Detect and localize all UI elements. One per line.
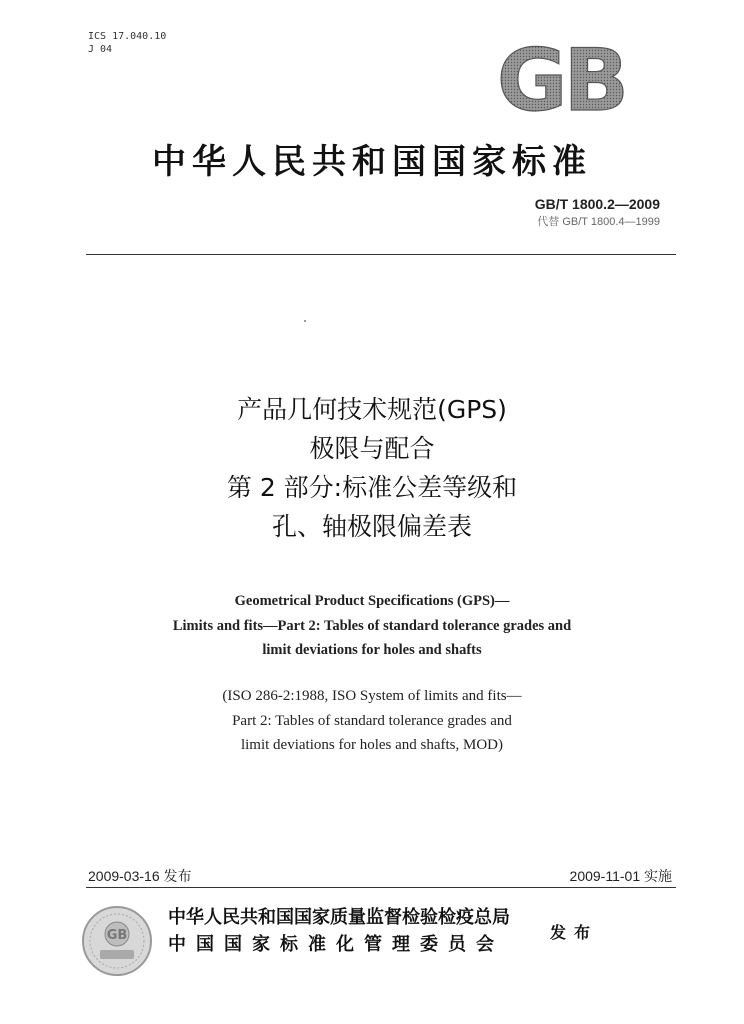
english-title-line: limit deviations for holes and shafts — [262, 642, 482, 658]
seal-text: GB — [106, 928, 128, 943]
chinese-title-line: 产品几何技术规范(GPS) — [237, 395, 507, 424]
ccs-code: J 04 — [88, 44, 113, 55]
chinese-title-line: 孔、轴极限偏差表 — [271, 512, 472, 541]
implementation-date: 2009-11-01 实施 — [569, 868, 672, 884]
issue-date: 2009-03-16 发布 — [88, 868, 192, 884]
gb-logo-text: GB — [496, 40, 626, 120]
issuer-line: 中华人民共和国国家质量监督检验检疫总局 — [168, 907, 510, 928]
iso-reference-line: limit deviations for holes and shafts, MOD) — [240, 737, 504, 753]
replaces-standard: 代替 GB/T 1800.4—1999 — [537, 216, 660, 228]
publish-label: 发布 — [550, 923, 599, 942]
header-divider — [86, 254, 676, 255]
chinese-title-line: 第 2 部分:标准公差等级和 — [226, 473, 518, 502]
english-title — [0, 589, 744, 663]
footer-divider — [86, 887, 676, 888]
ics-code: ICS 17.040.10 — [88, 31, 167, 42]
issuer-line: 中国国家标准化管理委员会 — [168, 934, 504, 955]
issuer-seal — [80, 904, 154, 978]
gb-logo — [486, 40, 636, 120]
issuing-authorities — [168, 904, 510, 958]
iso-reference-line: Part 2: Tables of standard tolerance grades and — [232, 712, 512, 729]
english-title-line: Limits and fits—Part 2: Tables of standard tolerance grades and — [172, 617, 572, 634]
chinese-title-line: 极限与配合 — [309, 434, 435, 463]
iso-reference-line: (ISO 286-2:1988, ISO System of limits and fits— — [222, 688, 522, 704]
english-title-line: Geometrical Product Specifications (GPS)— — [234, 593, 510, 609]
chinese-title — [0, 390, 744, 546]
iso-reference — [0, 684, 744, 758]
standard-number-block — [535, 196, 660, 229]
nation-standard-title: 中华人民共和国国家标准 — [152, 142, 592, 182]
classification-codes — [88, 30, 166, 56]
standard-number: GB/T 1800.2—2009 — [534, 196, 660, 212]
scan-speck — [304, 320, 306, 322]
